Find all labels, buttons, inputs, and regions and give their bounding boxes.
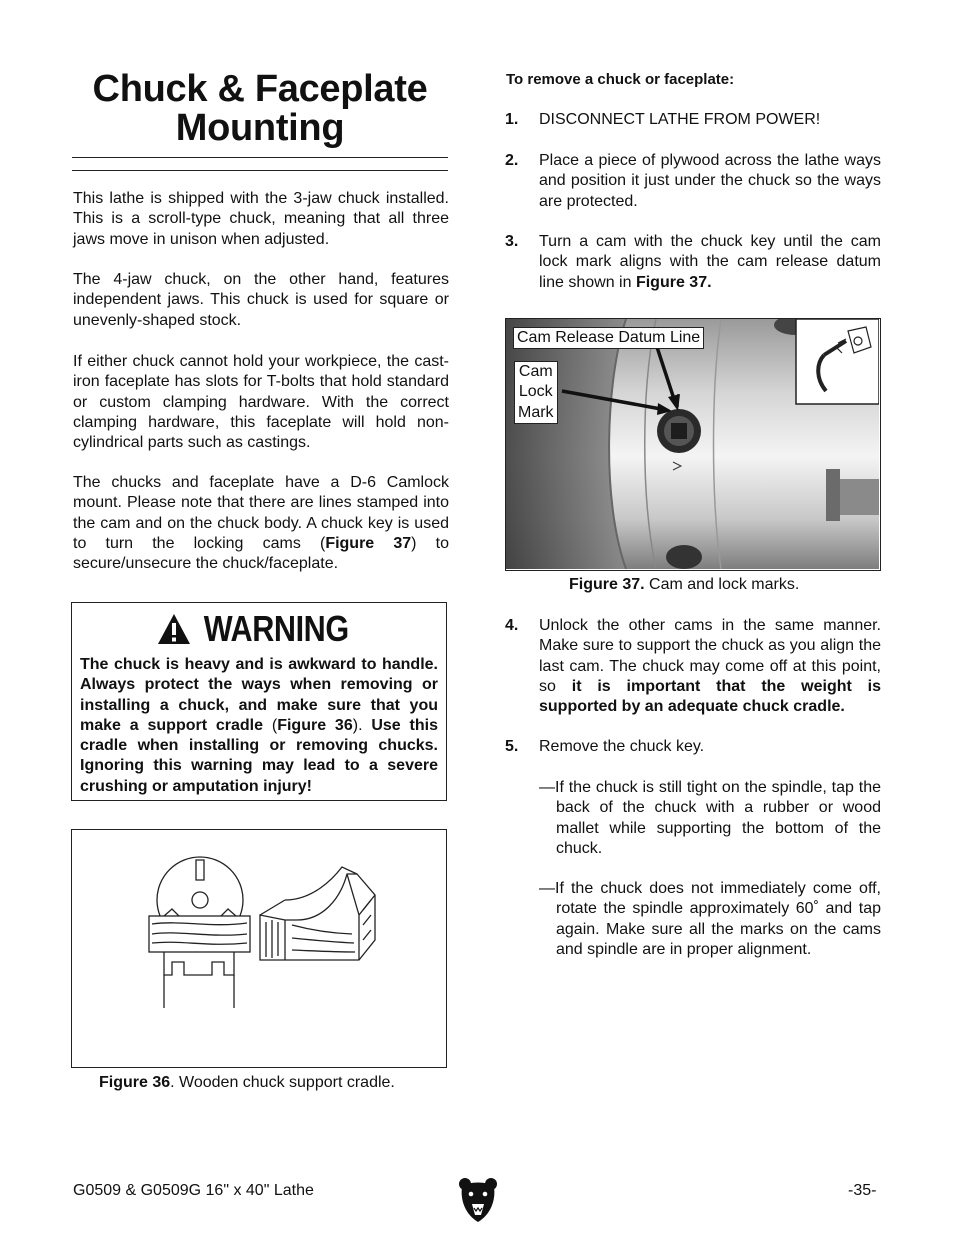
grizzly-bear-logo xyxy=(458,1177,498,1223)
chuck-cam-photo xyxy=(506,319,879,569)
title-rule-bottom xyxy=(72,170,448,171)
warning-heading: WARNING xyxy=(72,613,446,645)
footer-model: G0509 & G0509G 16" x 40" Lathe xyxy=(73,1182,314,1199)
figure-36-caption: Figure 36. Wooden chuck support cradle. xyxy=(99,1074,395,1091)
figure-37-photo xyxy=(505,318,881,571)
warning-box xyxy=(71,602,447,801)
figure-37-caption: Figure 37. Cam and lock marks. xyxy=(569,576,800,593)
paragraph-faceplate: If either chuck cannot hold your workpiece, the cast-iron faceplate has slots for T-bolts that hold standard or custom clamping hardware. With the correct clamping hardware, this faceplate will hold non-cylindrical parts such as castings. xyxy=(73,353,449,452)
figure-36-box xyxy=(71,829,447,1068)
page-title: Chuck & Faceplate Mounting xyxy=(92,68,428,149)
warning-text: The chuck is heavy and is awkward to handle. Always protect the ways when removing or installing a chuck, and make sure that you make a support cradle (Figure 36). Use this cradle when installing or removing chucks. Ignoring this warning may lead to a severe crushing or amputation injury! xyxy=(80,656,438,795)
cam-lock-mark-label: Cam Lock Mark xyxy=(514,361,558,424)
page-number: -35- xyxy=(848,1182,877,1199)
title-rule-top xyxy=(72,157,448,158)
paragraph-intro: This lathe is shipped with the 3-jaw chuck installed. This is a scroll-type chuck, meaning that all three jaws move in unison when adjusted. xyxy=(73,190,449,248)
cam-release-datum-line-label: Cam Release Datum Line xyxy=(513,327,704,349)
warning-triangle-icon xyxy=(157,613,191,645)
figure-36-reference: Figure 36 xyxy=(277,716,353,734)
paragraph-4-jaw: The 4-jaw chuck, on the other hand, features independent jaws. This chuck is used for square or unevenly-shaped stock. xyxy=(73,271,449,329)
procedure-heading: To remove a chuck or faceplate: xyxy=(506,71,735,88)
tip-rotate-spindle: —If the chuck does not immediately come off, rotate the spindle approximately 60˚ and tap again. Make sure all the marks on the cams and spindle are in proper alignment. xyxy=(539,880,881,958)
tip-tight-chuck: —If the chuck is still tight on the spindle, tap the back of the chuck with a rubber or wood mallet while supporting the bottom of the chuck. xyxy=(539,779,881,857)
chuck-cradle-illustration xyxy=(72,830,445,1066)
paragraph-camlock: The chucks and faceplate have a D-6 Camlock mount. Please note that there are lines stamped into the cam and on the chuck body. A chuck key is used to turn the locking cams (Figure 37) to secure/unsecure the chuck/faceplate. xyxy=(73,474,450,573)
figure-37-reference: Figure 37 xyxy=(325,534,412,552)
